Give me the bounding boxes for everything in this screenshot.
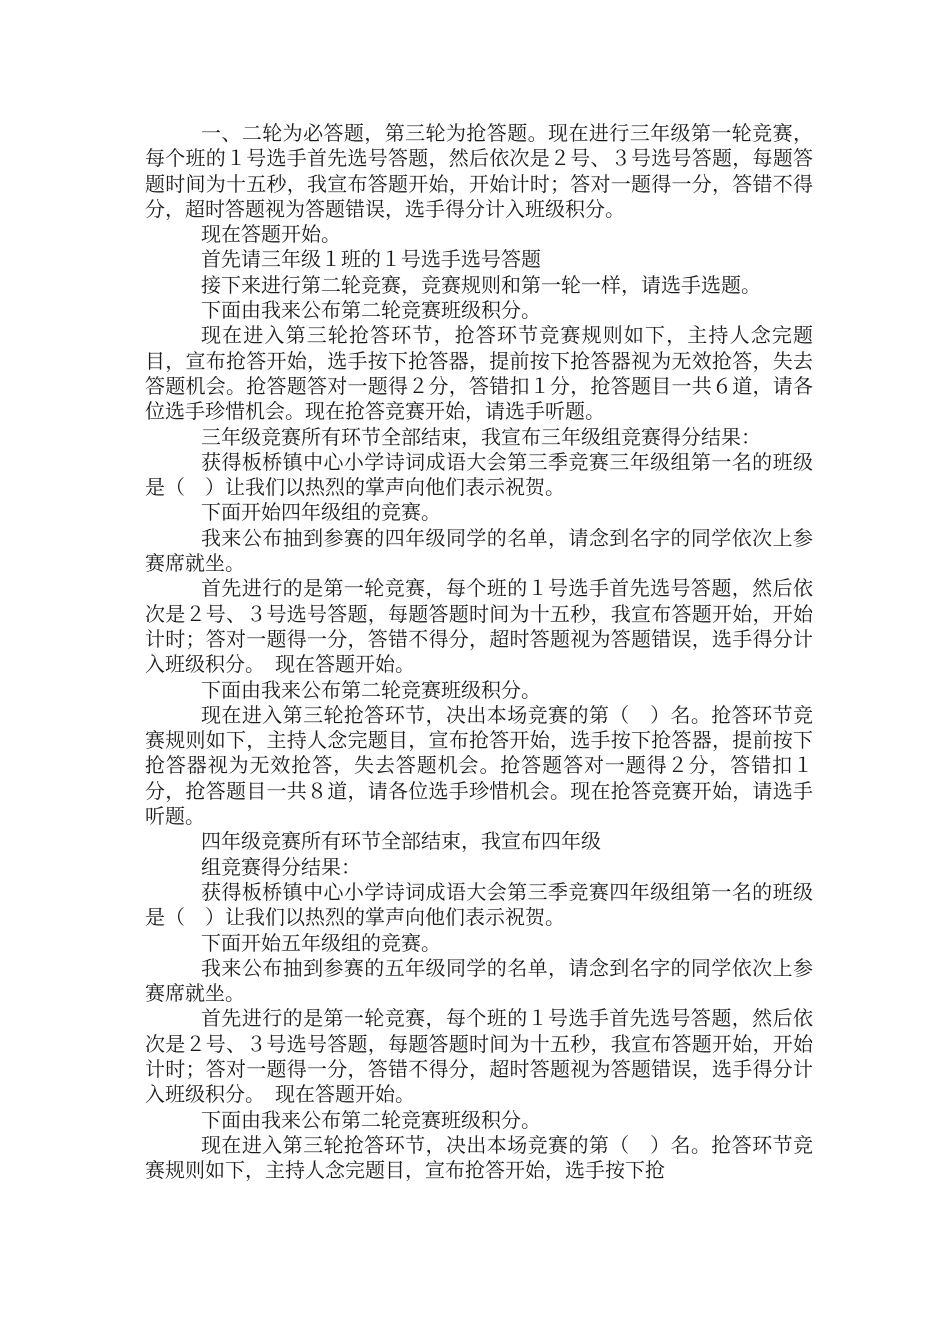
- paragraph: 三年级竞赛所有环节全部结束，我宣布三年级组竞赛得分结果：: [201, 424, 761, 449]
- paragraph: 下面开始五年级组的竞赛。: [201, 930, 441, 955]
- paragraph: 一、二轮为必答题，第三轮为抢答题。现在进行三年级第一轮竞赛，每个班的１号选手首先选号答题，然后依次是２号、３号选号答题，每题答题时间为十五秒，我宣布答题开始，开始计时；答对一题得一分，答错不得分，超时答题视为答题错误，选手得分计入班级积分。: [145, 121, 813, 221]
- paragraph: 我来公布抽到参赛的四年级同学的名单，请念到名字的同学依次上参赛席就坐。: [145, 525, 813, 576]
- paragraph: 首先进行的是第一轮竞赛，每个班的１号选手首先选号答题，然后依次是２号、３号选号答题，每题答题时间为十五秒，我宣布答题开始，开始计时；答对一题得一分，答错不得分，超时答题视为答题错误，选手得分计入班级积分。 现在答题开始。: [145, 1006, 813, 1107]
- paragraph: 下面由我来公布第二轮竞赛班级积分。: [201, 298, 541, 323]
- paragraph: 现在进入第三轮抢答环节，抢答环节竞赛规则如下，主持人念完题目，宣布抢答开始，选手按下抢答器，提前按下抢答器视为无效抢答，失去答题机会。抢答题答对一题得２分，答错扣１分，抢答题目一共６道，请各位选手珍惜机会。现在抢答竞赛开始，请选手听题。: [145, 323, 813, 424]
- paragraph: 获得板桥镇中心小学诗词成语大会第三季竞赛三年级组第一名的班级是（ ）让我们以热烈的掌声向他们表示祝贺。: [145, 449, 813, 500]
- paragraph: 我来公布抽到参赛的五年级同学的名单，请念到名字的同学依次上参赛席就坐。: [145, 955, 813, 1006]
- paragraph: 现在进入第三轮抢答环节，决出本场竞赛的第（ ）名。抢答环节竞赛规则如下，主持人念完题目，宣布抢答开始，选手按下抢: [145, 1132, 813, 1183]
- paragraph: 现在进入第三轮抢答环节，决出本场竞赛的第（ ）名。抢答环节竞赛规则如下，主持人念完题目，宣布抢答开始，选手按下抢答器，提前按下抢答器视为无效抢答，失去答题机会。抢答题答对一题得２分，答错扣１分，抢答题目一共８道，请各位选手珍惜机会。现在抢答竞赛开始，请选手听题。: [145, 702, 813, 829]
- paragraph: 接下来进行第二轮竞赛，竞赛规则和第一轮一样，请选手选题。: [201, 272, 761, 297]
- paragraph: 现在答题开始。: [201, 222, 341, 247]
- paragraph: 四年级竞赛所有环节全部结束，我宣布四年级: [201, 829, 601, 854]
- paragraph: 下面由我来公布第二轮竞赛班级积分。: [201, 1107, 541, 1132]
- document-body: [145, 121, 813, 1183]
- paragraph: 组竞赛得分结果：: [201, 854, 361, 879]
- paragraph: 下面开始四年级组的竞赛。: [201, 500, 441, 525]
- paragraph: 下面由我来公布第二轮竞赛班级积分。: [201, 677, 541, 702]
- paragraph: 获得板桥镇中心小学诗词成语大会第三季竞赛四年级组第一名的班级是（ ）让我们以热烈的掌声向他们表示祝贺。: [145, 879, 813, 930]
- paragraph: 首先进行的是第一轮竞赛，每个班的１号选手首先选号答题，然后依次是２号、３号选号答题，每题答题时间为十五秒，我宣布答题开始，开始计时；答对一题得一分，答错不得分，超时答题视为答题错误，选手得分计入班级积分。 现在答题开始。: [145, 576, 813, 677]
- paragraph: 首先请三年级１班的１号选手选号答题: [201, 247, 541, 272]
